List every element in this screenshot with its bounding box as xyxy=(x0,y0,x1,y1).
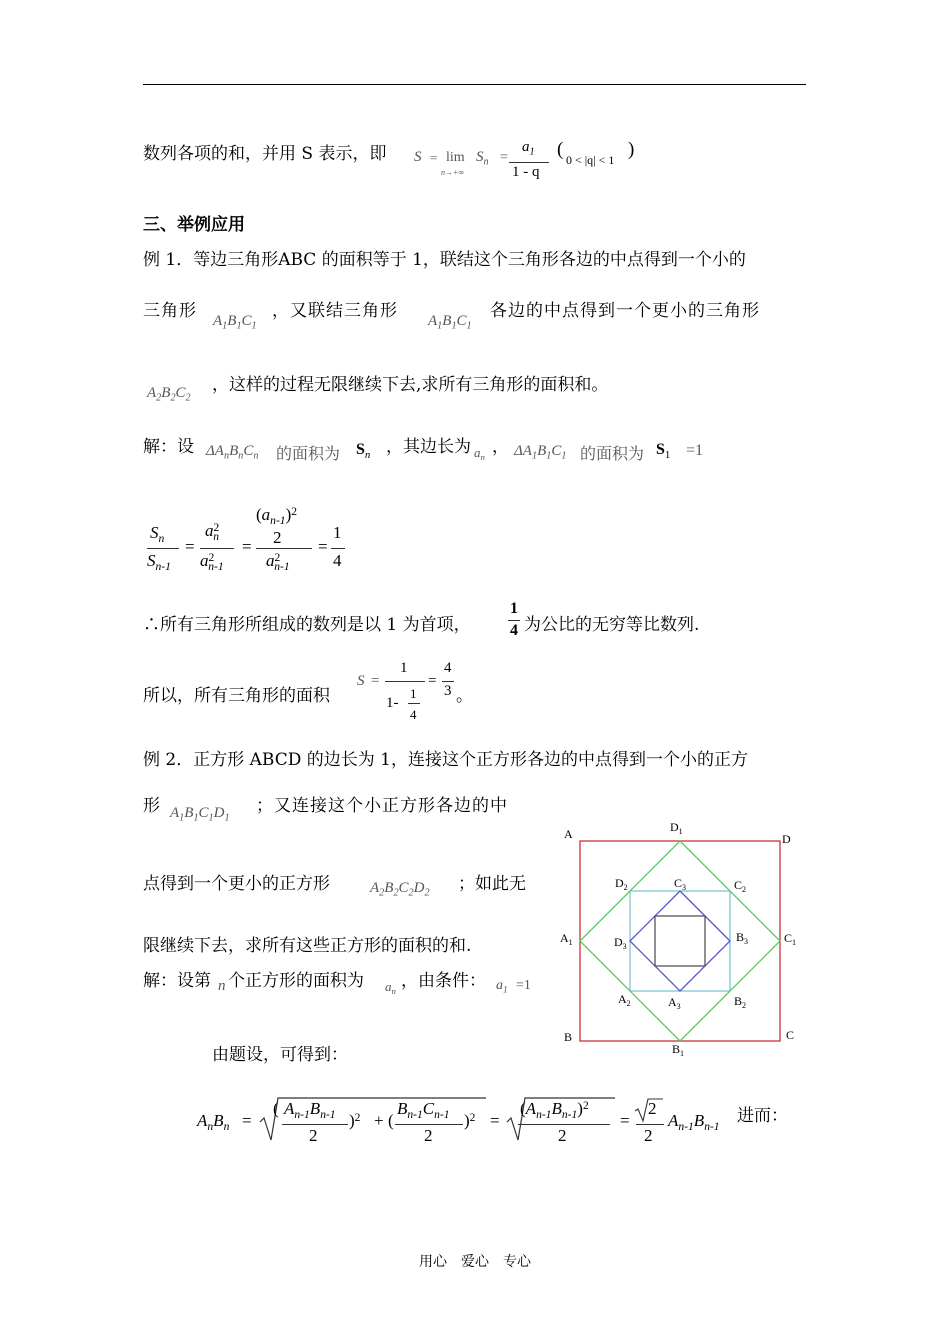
section-title: 三、举例应用 xyxy=(143,215,245,235)
partial-sum: S xyxy=(476,149,484,165)
example1-conclusion-end: 。 xyxy=(456,686,473,706)
convergence-condition: 0 < |q| < 1 xyxy=(566,153,615,167)
example2-line2b: ；又连接这个小正方形各边的中 xyxy=(256,796,508,816)
example2-further: 进而： xyxy=(737,1106,788,1126)
intro-text: 数列各项的和，并用 S 表示，即 xyxy=(143,144,387,164)
example2-line2a: 形 xyxy=(143,796,160,816)
lim-symbol: lim xyxy=(446,150,465,165)
example1-solution-a: 解：设 xyxy=(143,437,194,457)
frac-den: 1 - q xyxy=(512,164,540,180)
nested-squares-figure xyxy=(550,815,810,1060)
lim-subscript: n→+∞ xyxy=(441,168,465,177)
example2-statement: 例 2．正方形 ABCD 的边长为 1，连接这个正方形各边的中点得到一个小的正方 xyxy=(143,750,748,770)
example2-solution-d: =1 xyxy=(516,978,531,993)
example2-solution-b: 个正方形的面积为 xyxy=(228,971,364,991)
square-a3b3c3d3 xyxy=(630,891,730,991)
label-D: D xyxy=(782,832,791,846)
label-A3: $A_3$ xyxy=(668,995,681,1011)
example2-derive: 由题设，可得到： xyxy=(212,1045,348,1065)
example2-solution-n: n xyxy=(218,978,226,994)
example2-line3b: ；如此无 xyxy=(458,874,526,894)
example1-conclusion: 所以，所有三角形的面积 xyxy=(143,686,330,706)
label-C1: $C_1$ xyxy=(784,931,797,947)
label-D2: $D_2$ xyxy=(615,876,628,892)
label-B3: $B_3$ xyxy=(736,930,749,946)
example1-line2a: 三角形 xyxy=(143,301,197,321)
example1-solution-c: ，其边长为 xyxy=(386,437,471,457)
example1-line2b: ，又联结三角形 xyxy=(272,301,398,321)
label-A1: $A_1$ xyxy=(560,931,573,947)
example2-line3a: 点得到一个更小的正方形 xyxy=(143,874,330,894)
example1-statement: 例 1．等边三角形ABC 的面积等于 1，联结这个三角形各边的中点得到一个小的 xyxy=(143,250,746,270)
example1-solution-f: =1 xyxy=(686,442,704,459)
partial-sum-sub: n xyxy=(483,156,489,168)
example2-line4: 限继续下去，求所有这些正方形的面积的和. xyxy=(143,936,472,956)
header-rule xyxy=(143,84,806,85)
label-D3: $D_3$ xyxy=(614,935,627,951)
example1-solution-d: ， xyxy=(492,437,509,457)
example1-therefore: ∴所有三角形所组成的数列是以 1 为首项， xyxy=(143,615,471,635)
label-B1: $B_1$ xyxy=(672,1042,685,1058)
label-C3: $C_3$ xyxy=(674,876,687,892)
sum-symbol: S xyxy=(414,149,422,165)
label-B2: $B_2$ xyxy=(734,994,747,1010)
label-C: C xyxy=(786,1028,795,1042)
square-a2b2c2d2 xyxy=(630,891,730,991)
page-footer: 用心 爱心 专心 xyxy=(419,1254,531,1270)
example1-solution-e: 的面积为 xyxy=(580,444,645,463)
label-B: B xyxy=(564,1030,573,1044)
example1-line3: ，这样的过程无限继续下去,求所有三角形的面积和。 xyxy=(212,375,609,395)
label-A: A xyxy=(564,827,573,841)
square-a4b4c4d4 xyxy=(655,916,705,966)
frac-num-sub: 1 xyxy=(529,146,535,158)
example1-solution-b: 的面积为 xyxy=(276,444,341,463)
frac-num: a xyxy=(522,139,530,155)
square-abcd xyxy=(580,841,780,1041)
example1-line2c: 各边的中点得到一个更小的三角形 xyxy=(490,301,760,321)
example1-therefore-b: 为公比的无穷等比数列. xyxy=(524,615,700,635)
label-D1: $D_1$ xyxy=(670,820,683,836)
label-C2: $C_2$ xyxy=(734,878,747,894)
label-A2: $A_2$ xyxy=(618,992,631,1008)
square-a1b1c1d1 xyxy=(580,841,780,1041)
example2-solution-c: ，由条件： xyxy=(401,971,486,991)
example2-solution-a: 解：设第 xyxy=(143,971,211,991)
